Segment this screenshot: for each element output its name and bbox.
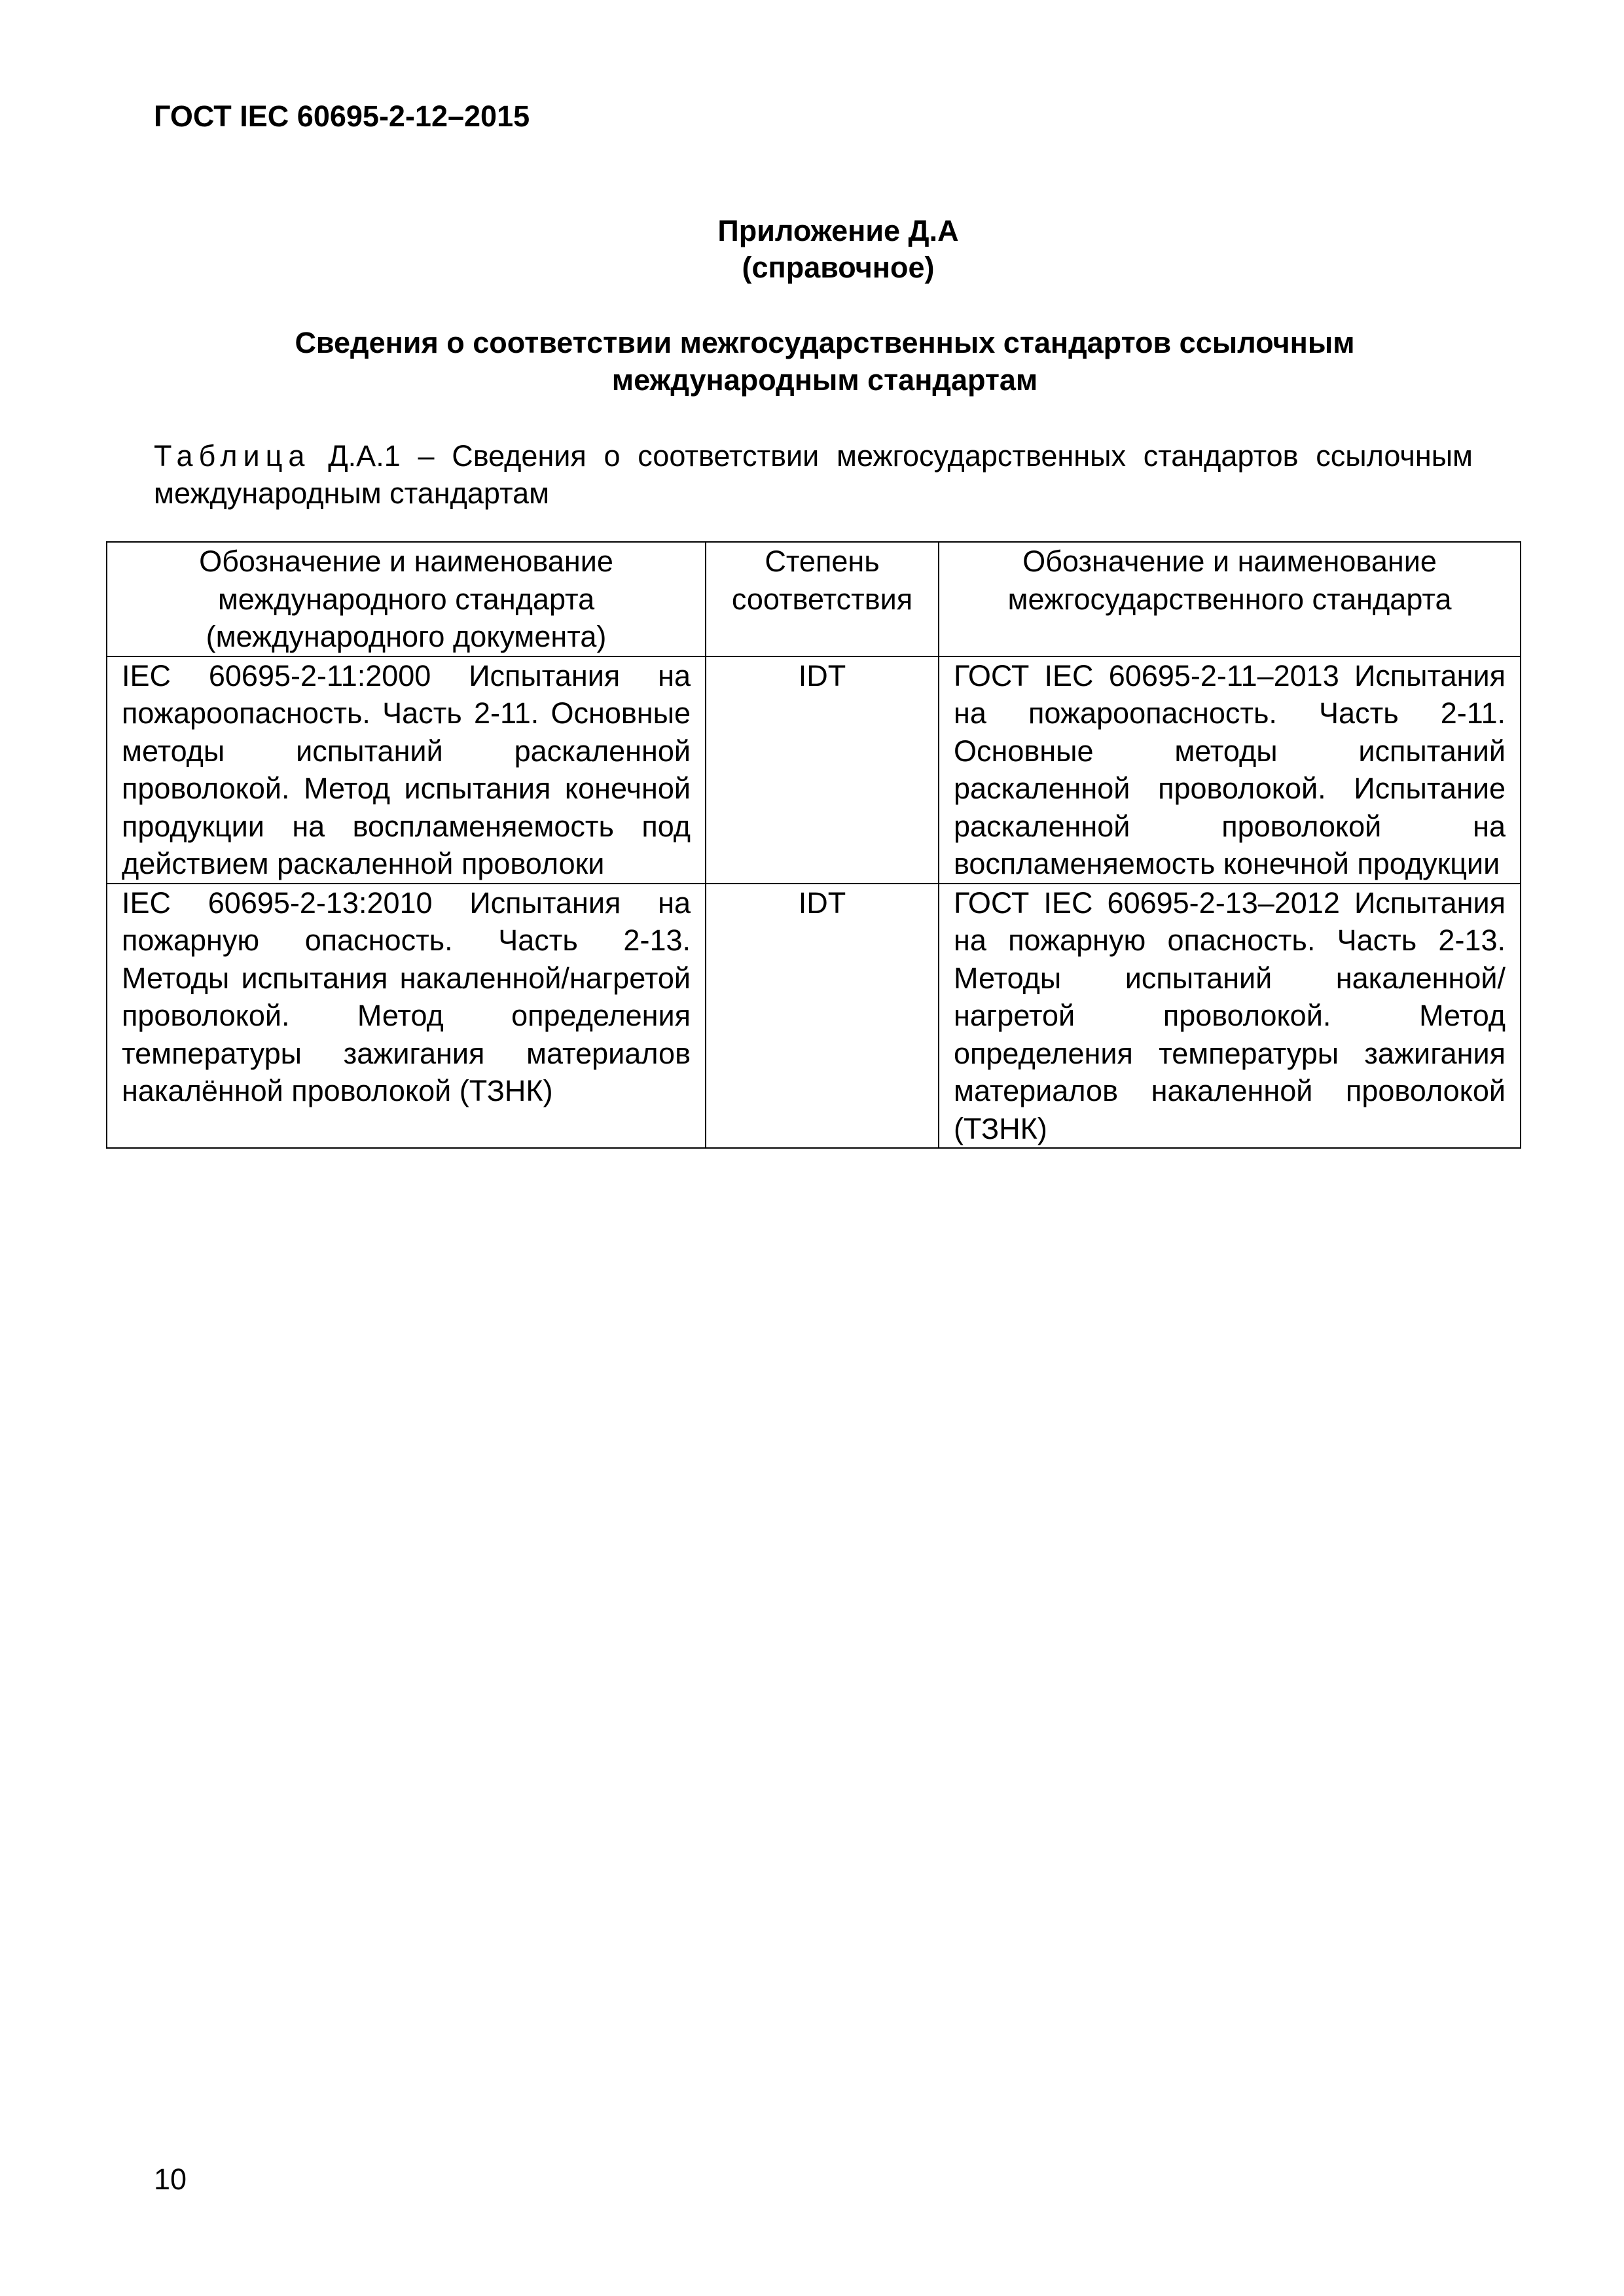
cell-degree-of-correspondence: IDT — [706, 884, 939, 1149]
cell-international-standard: IEC 60695-2-11:2000 Испытания на пожароопасность. Часть 2-11. Основные методы испытаний раскаленной проволокой. Метод испытания конечной продукции на воспламеняемость под действием раскаленной проволоки — [107, 656, 706, 884]
table-caption — [154, 437, 1473, 512]
section-title-line-2: международным стандартам — [611, 363, 1038, 397]
standards-correspondence-table — [106, 541, 1521, 1149]
cell-interstate-standard: ГОСТ IEC 60695-2-13–2012 Испытания на пожарную опасность. Часть 2-13. Методы испытаний накаленной/нагретой проволокой. Метод определения температуры зажигания материалов накаленной проволокой (ТЗНК) — [939, 884, 1521, 1149]
cell-degree-of-correspondence: IDT — [706, 656, 939, 884]
section-title — [170, 324, 1479, 399]
appendix-status: (справочное) — [742, 251, 935, 284]
page-number: 10 — [154, 2162, 187, 2196]
cell-international-standard: IEC 60695-2-13:2010 Испытания на пожарную опасность. Часть 2-13. Методы испытания накаленной/нагретой проволокой. Метод определения температуры зажигания материалов накалённой проволокой (ТЗНК) — [107, 884, 706, 1149]
column-header-international-standard: Обозначение и наименование международного стандарта (международного документа) — [107, 542, 706, 656]
table-row — [107, 884, 1521, 1149]
cell-interstate-standard: ГОСТ IEC 60695-2-11–2013 Испытания на пожароопасность. Часть 2-11. Основные методы испытаний раскаленной проволокой. Испытание раскаленной проволокой на воспламеняемость конечной продукции — [939, 656, 1521, 884]
appendix-heading — [0, 213, 1624, 286]
table-caption-text: Д.А.1 – Сведения о соответствии межгосударственных стандартов ссылочным международным стандартам — [154, 439, 1473, 510]
appendix-title: Приложение Д.А — [717, 214, 959, 247]
column-header-interstate-standard: Обозначение и наименование межгосударственного стандарта — [939, 542, 1521, 656]
table-caption-label: Таблица — [154, 439, 311, 473]
section-title-line-1: Сведения о соответствии межгосударственных стандартов ссылочным — [295, 326, 1355, 359]
document-header: ГОСТ IEC 60695-2-12–2015 — [154, 99, 530, 133]
column-header-degree-of-correspondence: Степень соответствия — [706, 542, 939, 656]
table-header-row — [107, 542, 1521, 656]
table-row — [107, 656, 1521, 884]
